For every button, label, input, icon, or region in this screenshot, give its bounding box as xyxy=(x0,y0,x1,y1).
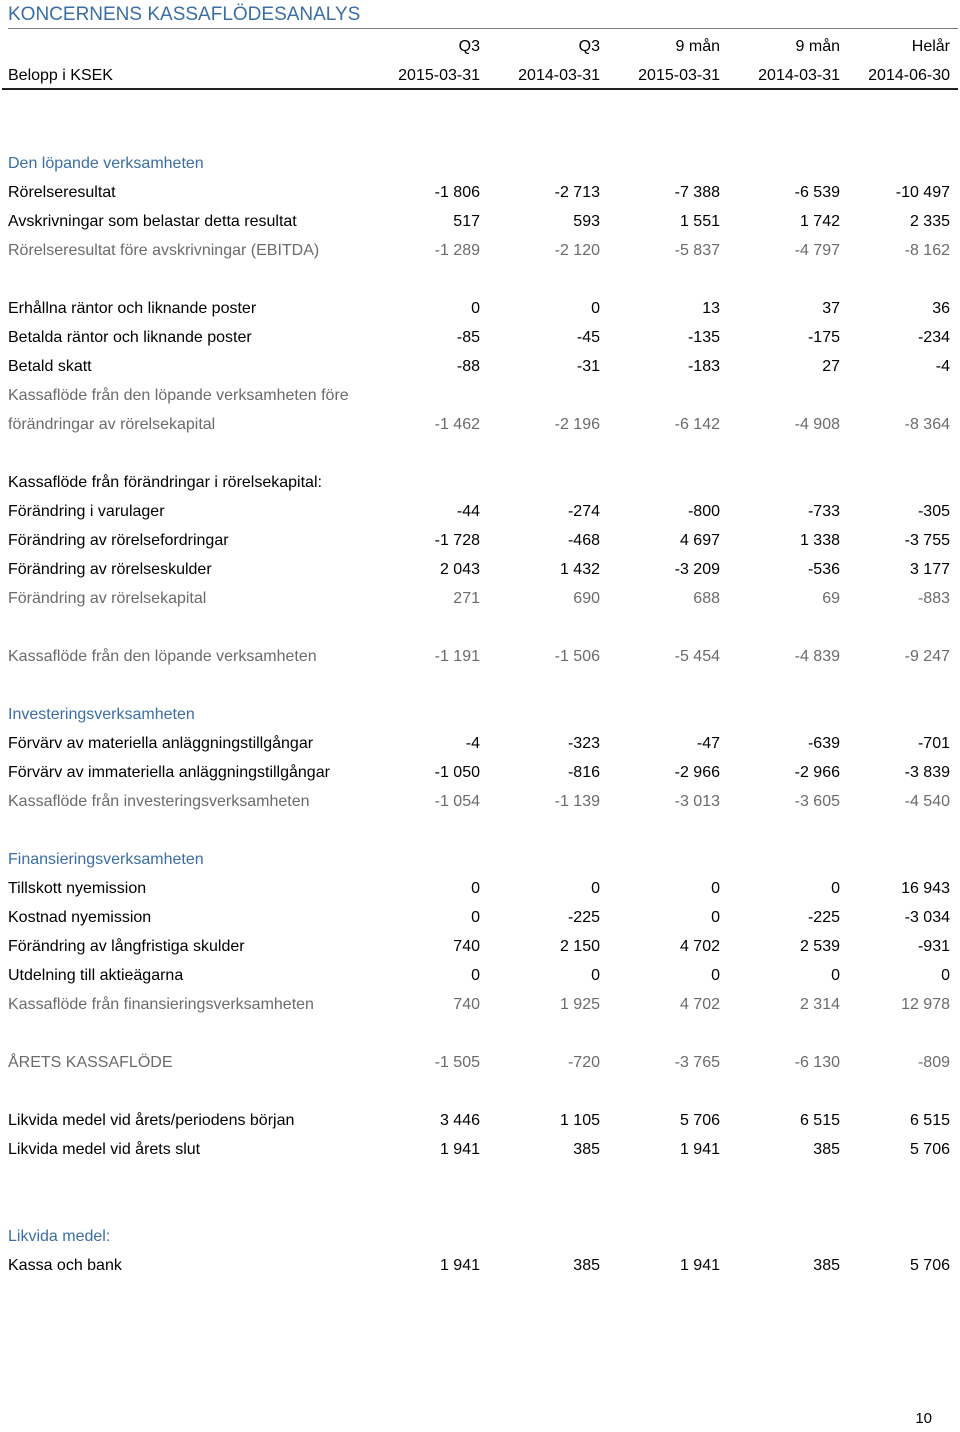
date-header: 2014-06-30 xyxy=(868,67,950,84)
row-label: Kassaflöde från finansieringsverksamheten xyxy=(8,996,314,1013)
row-value: 2 539 xyxy=(799,938,840,955)
date-header: 2015-03-31 xyxy=(398,67,480,84)
row-value: -4 797 xyxy=(794,242,840,259)
row-label: förändringar av rörelsekapital xyxy=(8,416,216,433)
table-row xyxy=(8,294,951,323)
row-value: 4 702 xyxy=(679,996,720,1013)
row-value: -3 765 xyxy=(674,1054,720,1071)
date-header: 2014-03-31 xyxy=(518,67,600,84)
row-label: Betalda räntor och liknande poster xyxy=(8,329,252,346)
row-value: -47 xyxy=(696,735,720,752)
row-value: -468 xyxy=(567,532,600,549)
table-row xyxy=(8,1251,951,1280)
row-label: Betald skatt xyxy=(8,358,92,375)
row-value: -2 196 xyxy=(554,416,600,433)
row-value: -4 540 xyxy=(904,793,950,810)
table-row xyxy=(8,787,951,816)
row-value: -1 054 xyxy=(434,793,480,810)
row-value: -639 xyxy=(807,735,840,752)
row-value: -9 247 xyxy=(904,648,950,665)
row-value: -1 050 xyxy=(434,764,480,781)
table-row xyxy=(8,526,951,555)
row-value: 37 xyxy=(822,300,840,317)
row-value: 6 515 xyxy=(799,1112,840,1129)
row-value: 3 446 xyxy=(439,1112,480,1129)
row-value: 690 xyxy=(573,590,600,607)
row-value: -809 xyxy=(917,1054,950,1071)
row-value: -6 539 xyxy=(794,184,840,201)
row-value: -10 497 xyxy=(895,184,950,201)
row-value: 2 043 xyxy=(439,561,480,578)
table-row xyxy=(8,1135,951,1164)
row-value: -45 xyxy=(576,329,600,346)
row-value: -4 xyxy=(935,358,950,375)
row-value: -8 162 xyxy=(904,242,950,259)
row-value: -4 xyxy=(465,735,480,752)
row-value: -323 xyxy=(567,735,600,752)
row-label: Erhållna räntor och liknande poster xyxy=(8,300,257,317)
row-value: 271 xyxy=(453,590,480,607)
row-value: -3 755 xyxy=(904,532,950,549)
row-value: 1 105 xyxy=(559,1112,600,1129)
row-label: Förvärv av materiella anläggningstillgångar xyxy=(8,735,314,752)
row-value: -44 xyxy=(456,503,480,520)
row-value: -31 xyxy=(576,358,600,375)
row-label: Förändring av långfristiga skulder xyxy=(8,938,245,955)
row-value: 2 150 xyxy=(559,938,600,955)
row-value: 740 xyxy=(453,996,480,1013)
table-row xyxy=(8,1106,951,1135)
row-value: -85 xyxy=(456,329,480,346)
row-value: 1 941 xyxy=(439,1257,480,1274)
row-value: 1 432 xyxy=(559,561,600,578)
row-value: -7 388 xyxy=(674,184,720,201)
row-value: -1 462 xyxy=(434,416,480,433)
row-label: Likvida medel vid årets slut xyxy=(8,1141,201,1158)
row-value: 740 xyxy=(453,938,480,955)
table-row xyxy=(8,874,951,903)
row-value: 0 xyxy=(831,967,840,984)
table-row xyxy=(8,149,951,178)
row-value: 0 xyxy=(591,880,600,897)
row-value: 6 515 xyxy=(909,1112,950,1129)
row-value: -183 xyxy=(687,358,720,375)
table-row xyxy=(8,1048,951,1077)
row-value: 0 xyxy=(591,967,600,984)
row-value: 0 xyxy=(831,880,840,897)
table-row xyxy=(8,207,951,236)
row-value: 0 xyxy=(471,880,480,897)
row-value: -1 191 xyxy=(434,648,480,665)
row-value: -2 713 xyxy=(554,184,600,201)
table-row xyxy=(8,381,951,410)
row-value: 0 xyxy=(941,967,950,984)
table-row xyxy=(8,410,951,439)
row-label: Förändring i varulager xyxy=(8,503,165,520)
row-label: Förändring av rörelsefordringar xyxy=(8,532,229,549)
row-value: -135 xyxy=(687,329,720,346)
row-value: 517 xyxy=(453,213,480,230)
row-value: -1 505 xyxy=(434,1054,480,1071)
page-number: 10 xyxy=(915,1410,932,1427)
row-value: -3 013 xyxy=(674,793,720,810)
row-label: Förändring av rörelsekapital xyxy=(8,590,207,607)
row-value: -1 806 xyxy=(434,184,480,201)
row-value: 36 xyxy=(932,300,950,317)
row-value: -1 139 xyxy=(554,793,600,810)
row-value: 0 xyxy=(471,300,480,317)
row-value: -3 839 xyxy=(904,764,950,781)
row-label: Kassaflöde från investeringsverksamheten xyxy=(8,793,310,810)
row-value: -2 966 xyxy=(794,764,840,781)
row-value: -4 908 xyxy=(794,416,840,433)
table-row xyxy=(8,468,951,497)
row-label: Kassa och bank xyxy=(8,1257,122,1274)
table-row xyxy=(8,729,951,758)
table-row xyxy=(8,845,951,874)
row-label: Kassaflöde från den löpande verksamheten xyxy=(8,648,317,665)
row-value: 13 xyxy=(702,300,720,317)
row-value: -931 xyxy=(917,938,950,955)
row-value: -733 xyxy=(807,503,840,520)
row-label: Kostnad nyemission xyxy=(8,909,152,926)
row-value: -6 142 xyxy=(674,416,720,433)
row-value: -800 xyxy=(687,503,720,520)
header-dates-row xyxy=(8,61,951,90)
table-row xyxy=(8,352,951,381)
period-header: 9 mån xyxy=(795,38,840,55)
row-label: Rörelseresultat före avskrivningar (EBITDA) xyxy=(8,242,320,259)
period-header: Helår xyxy=(911,38,950,55)
table-row xyxy=(8,700,951,729)
period-header: Q3 xyxy=(458,38,480,55)
row-value: 0 xyxy=(711,909,720,926)
table-row xyxy=(8,497,951,526)
table-row xyxy=(8,903,951,932)
row-value: 0 xyxy=(711,880,720,897)
row-value: 2 314 xyxy=(799,996,840,1013)
row-value: 3 177 xyxy=(909,561,950,578)
table-row xyxy=(8,555,951,584)
row-label: Förvärv av immateriella anläggningstillgångar xyxy=(8,764,330,781)
row-value: -883 xyxy=(917,590,950,607)
row-value: -305 xyxy=(917,503,950,520)
row-label: Finansieringsverksamheten xyxy=(8,851,204,868)
row-value: 385 xyxy=(813,1141,840,1158)
row-value: -3 605 xyxy=(794,793,840,810)
row-label: Den löpande verksamheten xyxy=(8,155,204,172)
table-row xyxy=(8,323,951,352)
table-row xyxy=(8,932,951,961)
row-value: 5 706 xyxy=(909,1257,950,1274)
row-label: Investeringsverksamheten xyxy=(8,706,195,723)
row-value: -701 xyxy=(917,735,950,752)
row-value: 4 697 xyxy=(679,532,720,549)
row-label: Rörelseresultat xyxy=(8,184,116,201)
row-value: -234 xyxy=(917,329,950,346)
row-value: -1 728 xyxy=(434,532,480,549)
row-value: 1 941 xyxy=(679,1257,720,1274)
row-label: Likvida medel: xyxy=(8,1228,111,1245)
date-header: 2015-03-31 xyxy=(638,67,720,84)
row-value: 1 338 xyxy=(799,532,840,549)
row-value: 0 xyxy=(591,300,600,317)
row-value: -2 966 xyxy=(674,764,720,781)
row-value: 16 943 xyxy=(901,880,950,897)
period-header: Q3 xyxy=(578,38,600,55)
header-periods-row xyxy=(8,32,951,61)
row-label: Förändring av rörelseskulder xyxy=(8,561,212,578)
row-value: 1 941 xyxy=(679,1141,720,1158)
row-value: 1 551 xyxy=(679,213,720,230)
row-value: 385 xyxy=(573,1257,600,1274)
row-value: -3 034 xyxy=(904,909,950,926)
row-label: Likvida medel vid årets/periodens början xyxy=(8,1112,295,1129)
row-value: 593 xyxy=(573,213,600,230)
row-label: Kassaflöde från förändringar i rörelsekapital: xyxy=(8,474,322,491)
row-value: -536 xyxy=(807,561,840,578)
row-label: Avskrivningar som belastar detta resultat xyxy=(8,213,297,230)
row-value: 1 742 xyxy=(799,213,840,230)
row-value: -225 xyxy=(807,909,840,926)
page-title: KONCERNENS KASSAFLÖDESANALYS xyxy=(8,2,958,29)
date-header: 2014-03-31 xyxy=(758,67,840,84)
row-value: -2 120 xyxy=(554,242,600,259)
row-value: -6 130 xyxy=(794,1054,840,1071)
row-value: -225 xyxy=(567,909,600,926)
row-value: 1 941 xyxy=(439,1141,480,1158)
header-divider xyxy=(2,88,958,90)
unit-label: Belopp i KSEK xyxy=(8,67,113,84)
row-value: 5 706 xyxy=(679,1112,720,1129)
row-value: 12 978 xyxy=(901,996,950,1013)
row-label: Utdelning till aktieägarna xyxy=(8,967,184,984)
row-value: 2 335 xyxy=(909,213,950,230)
row-value: 5 706 xyxy=(909,1141,950,1158)
row-value: -1 289 xyxy=(434,242,480,259)
table-row xyxy=(8,642,951,671)
row-label: Tillskott nyemission xyxy=(8,880,147,897)
table-row xyxy=(8,961,951,990)
row-label: ÅRETS KASSAFLÖDE xyxy=(8,1054,173,1071)
row-value: 385 xyxy=(573,1141,600,1158)
row-value: -5 837 xyxy=(674,242,720,259)
row-value: -175 xyxy=(807,329,840,346)
row-value: 0 xyxy=(471,967,480,984)
row-value: -5 454 xyxy=(674,648,720,665)
row-value: -8 364 xyxy=(904,416,950,433)
row-value: 27 xyxy=(822,358,840,375)
period-header: 9 mån xyxy=(675,38,720,55)
row-value: -3 209 xyxy=(674,561,720,578)
row-value: 69 xyxy=(822,590,840,607)
row-value: 4 702 xyxy=(679,938,720,955)
row-value: 688 xyxy=(693,590,720,607)
row-value: -720 xyxy=(567,1054,600,1071)
row-value: -1 506 xyxy=(554,648,600,665)
table-row xyxy=(8,990,951,1019)
row-value: -4 839 xyxy=(794,648,840,665)
row-value: 0 xyxy=(711,967,720,984)
table-row xyxy=(8,1222,951,1251)
row-value: -274 xyxy=(567,503,600,520)
row-label: Kassaflöde från den löpande verksamheten före xyxy=(8,387,349,404)
row-value: 1 925 xyxy=(559,996,600,1013)
row-value: 0 xyxy=(471,909,480,926)
row-value: 385 xyxy=(813,1257,840,1274)
table-row xyxy=(8,236,951,265)
row-value: -88 xyxy=(456,358,480,375)
table-row xyxy=(8,178,951,207)
table-row xyxy=(8,758,951,787)
row-value: -816 xyxy=(567,764,600,781)
table-row xyxy=(8,584,951,613)
